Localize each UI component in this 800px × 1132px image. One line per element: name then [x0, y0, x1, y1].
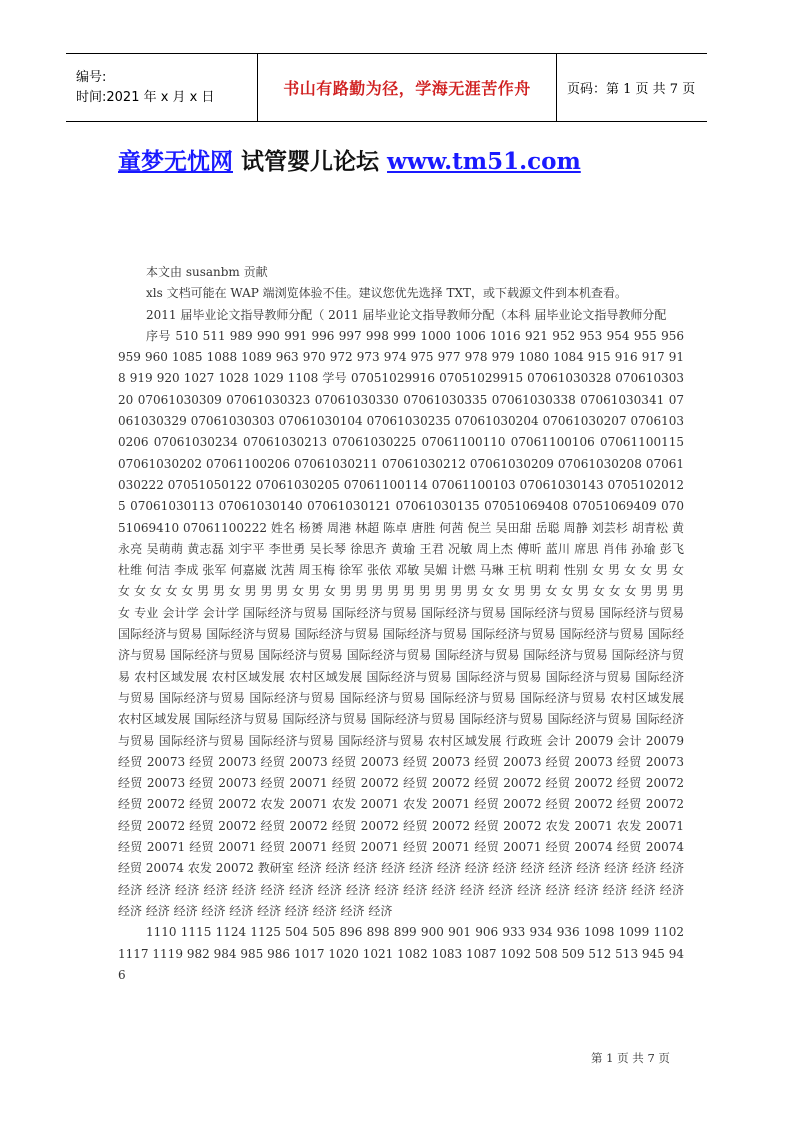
site-title	[118, 143, 581, 176]
document-date-label: 时间:2021 年 x 月 x 日	[76, 89, 215, 105]
footer-page-number: 第 1 页 共 7 页	[591, 1051, 670, 1065]
forum-name: 试管婴儿论坛	[241, 148, 380, 175]
table-text-block: 序号 510 511 989 990 991 996 997 998 999 1000 1006 1016 921 952 953 954 955 956 959 960 1085 1088 1089 963 970 972 973 974 975 977 978 979 1080 1084 915 916 917 918 919 920 1027 1028 1029 1108 学号 07051029916 07051029915 07061030328 07061030320 07061030309 07061030323 07061030330 07061030335 07061030338 07061030341 07061030329 07061030303 07061030104 07061030235 07061030204 07061030207 07061030206 07061030234 07061030213 07061030225 07061100110 07061100106 07061100115 07061030202 07061100206 07061030211 07061030212 07061030209 07061030208 07061030222 07051050122 07061030205 07061100114 07061100103 07061030143 07051020125 07061030113 07061030140 07061030121 07061030135 07051069408 07051069409 07051069410 07061100222 姓名 杨赟 周港 林超 陈卓 唐胜 何茜 倪兰 吴田甜 岳聪 周静 刘芸杉 胡青松 黄永亮 吴萌萌 黄志磊 刘宇平 李世勇 吴长琴 徐思齐 黄瑜 王君 况敏 周上杰 傅昕 蓝川 席思 肖伟 孙瑜 彭飞 杜维 何洁 李成 张军 何嘉崴 沈茜 周玉梅 徐军 张依 邓敏 吴媚 计燃 马琳 王杭 明莉 性别 女 男 女 女 男 女 女 女 女 女 女 男 男 女 男 男 男 女 男 女 男 男 男 男 男 男 男 男 男 女 女 男 男 女 女 男 女 女 女 男 男 男 女 专业 会计学 会计学 国际经济与贸易 国际经济与贸易 国际经济与贸易 国际经济与贸易 国际经济与贸易 国际经济与贸易 国际经济与贸易 国际经济与贸易 国际经济与贸易 国际经济与贸易 国际经济与贸易 国际经济与贸易 国际经济与贸易 国际经济与贸易 国际经济与贸易 国际经济与贸易 国际经济与贸易 国际经济与贸易 农村区域发展 农村区域发展 农村区域发展 国际经济与贸易 国际经济与贸易 国际经济与贸易 国际经济与贸易 国际经济与贸易 国际经济与贸易 国际经济与贸易 国际经济与贸易 国际经济与贸易 农村区域发展 农村区域发展 国际经济与贸易 国际经济与贸易 国际经济与贸易 国际经济与贸易 国际经济与贸易 国际经济与贸易 国际经济与贸易 国际经济与贸易 国际经济与贸易 农村区域发展 行政班 会计 20079 会计 20079 经贸 20073 经贸 20073 经贸 20073 经贸 20073 经贸 20073 经贸 20073 经贸 20073 经贸 20073 经贸 20073 经贸 20073 经贸 20071 经贸 20072 经贸 20072 经贸 20072 经贸 20072 经贸 20072 经贸 20072 经贸 20072 农发 20071 农发 20071 农发 20071 经贸 20072 经贸 20072 经贸 20072 经贸 20072 经贸 20072 经贸 20072 经贸 20072 经贸 20072 经贸 20072 农发 20071 农发 20071 经贸 20071 经贸 20071 经贸 20071 经贸 20071 经贸 20071 经贸 20071 经贸 20074 经贸 20074 经贸 20074 农发 20072 教研室 经济 经济 经济 经济 经济 经济 经济 经济 经济 经济 经济 经济 经济 经济 经济 经济 经济 经济 经济 经济 经济 经济 经济 经济 经济 经济 经济 经济 经济 经济 经济 经济 经济 经济 经济 经济 经济 经济 经济 经济 经济 经济 经济 经济	[118, 328, 684, 918]
motto-text: 书山有路勤为径，学海无涯苦作舟	[283, 79, 531, 98]
header-table	[66, 53, 707, 122]
format-notice: xls 文档可能在 WAP 端浏览体验不佳。建议您优先选择 TXT，或下载源文件到本机查看。	[146, 286, 628, 301]
header-info-cell	[66, 54, 258, 121]
contributor-line: 本文由 susanbm 贡献	[146, 265, 268, 279]
header-page-number: 页码：第 1 页 共 7 页	[567, 82, 696, 97]
document-heading: 2011 届毕业论文指导教师分配（ 2011 届毕业论文指导教师分配（本科 届毕业论文指导教师分配	[146, 307, 667, 322]
table-text-continued: 1110 1115 1124 1125 504 505 896 898 899 900 901 906 933 934 936 1098 1099 1102 1117 1119 982 984 985 986 1017 1020 1021 1082 1083 1087 1092 508 509 512 513 945 946	[118, 925, 684, 982]
header-page-cell	[557, 54, 707, 121]
site-name-link[interactable]: 童梦无忧网	[118, 148, 233, 175]
header-motto-cell	[258, 54, 557, 121]
document-body	[118, 262, 684, 986]
site-url-link[interactable]: www.tm51.com	[387, 148, 581, 175]
document-number-label: 编号:	[76, 69, 107, 85]
